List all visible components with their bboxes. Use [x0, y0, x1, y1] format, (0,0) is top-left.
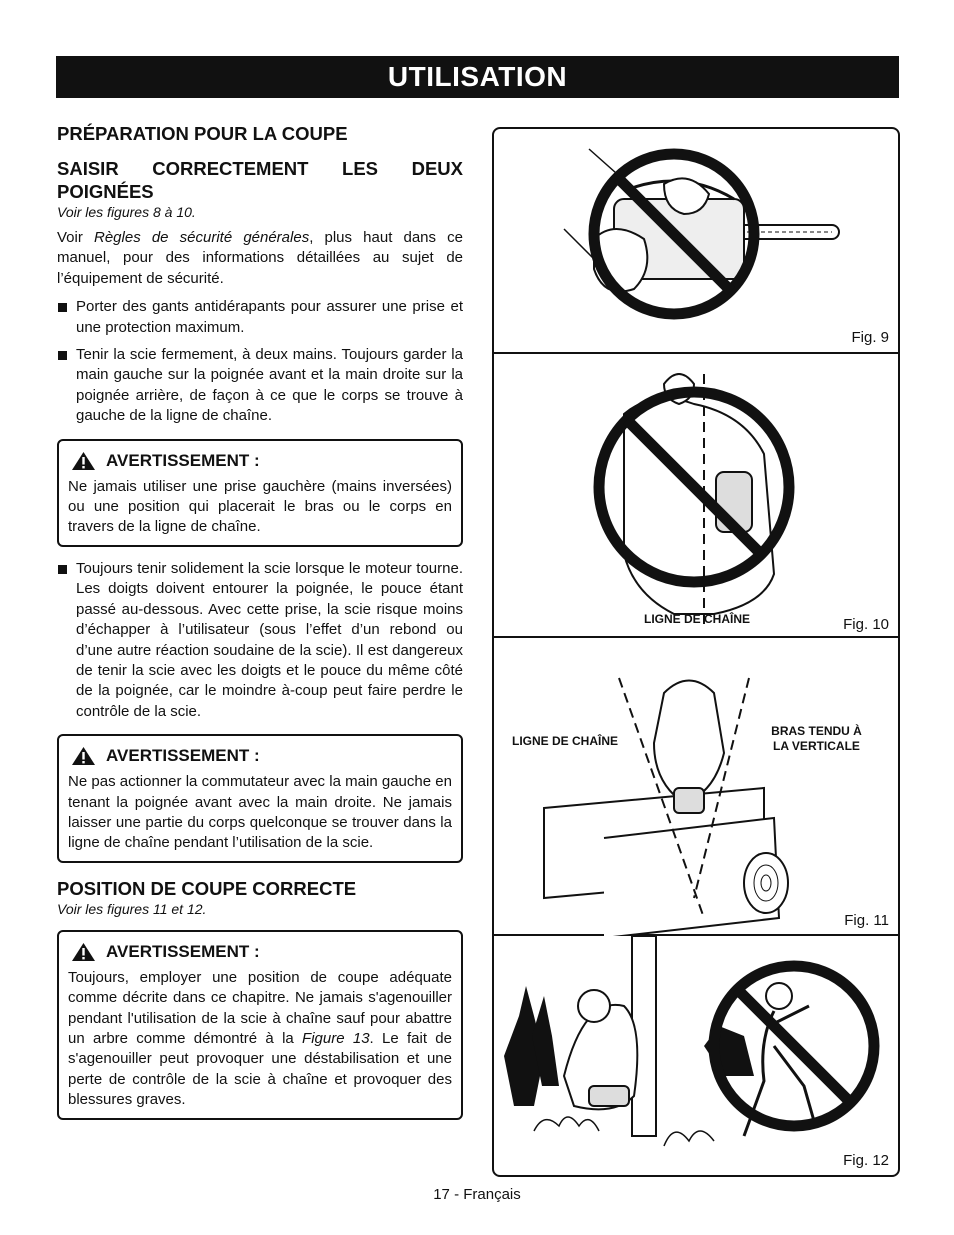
body-behind-chain-line-illustration	[494, 354, 898, 638]
chain-line-label: LIGNE DE CHAÎNE	[512, 734, 619, 748]
page-footer: 17 - Français	[433, 1186, 521, 1203]
figure-11-panel	[494, 638, 898, 936]
warning-title: AVERTISSEMENT :	[106, 450, 260, 470]
warning-triangle-icon	[71, 942, 96, 962]
bullet-item: Porter des gants antidérapants pour assurer une prise et une protection maximum.	[57, 297, 463, 338]
chain-line-label: LIGNE DE CHAÎNE	[644, 612, 751, 626]
figure-9-panel	[494, 129, 898, 354]
figure-10-panel	[494, 354, 898, 638]
two-hand-grip-prohibited-illustration	[494, 129, 898, 354]
figure-caption: Fig. 12	[843, 1152, 889, 1169]
bullet-list	[57, 297, 463, 426]
figure-12-panel	[494, 936, 898, 1177]
figure-caption: Fig. 10	[843, 616, 889, 633]
figure-reference: Voir les figures 11 et 12.	[57, 900, 207, 917]
warning-text: Ne pas actionner la commutateur avec la main gauche en tenant la poignée avant avec la main droite. Ne jamais laisser une partie du corps quelconque se trouver dans la ligne de chaîne pendant l’utilisation de la scie.	[68, 773, 452, 852]
figures-panel	[492, 127, 900, 1177]
subheading-grip: SAISIR CORRECTEMENT LES DEUX POIGNÉES	[57, 158, 463, 202]
kneeling-and-running-illustration	[494, 936, 898, 1177]
warning-title: AVERTISSEMENT :	[106, 746, 260, 766]
intro-paragraph: Voir Règles de sécurité générales, plus haut dans ce manuel, pour des informations détaillées au sujet de l’équipement de sécurité.	[57, 229, 464, 287]
left-column	[57, 122, 463, 1132]
arm-extended-label: BRAS TENDU À LA VERTICALE	[771, 724, 862, 753]
page-banner: UTILISATION	[56, 56, 899, 98]
safety-rules-reference: Règles de sécurité générales	[94, 229, 310, 246]
warning-box	[57, 930, 463, 1120]
warning-text: Toujours, employer une position de coupe adéquate comme décrite dans ce chapitre. Ne jamais s'agenouiller pendant l'utilisation de la scie à chaîne sauf pour abattre un arbre comme démontré à la Figure 13. Le fait de s'agenouiller peut provoquer une déstabilisation et une perte de contrôle de la scie à chaîne et provoquer des blessures graves.	[68, 968, 452, 1109]
bullet-item: Tenir la scie fermement, à deux mains. Toujours garder la main gauche sur la poignée avant et la main droite sur la poignée arrière, de façon à ce que le corps se trouve à gauche de la ligne de chaîne.	[57, 345, 463, 427]
figure-reference: Voir les figures 8 à 10.	[57, 204, 196, 220]
figure-caption: Fig. 11	[844, 912, 889, 929]
correct-cutting-position-illustration	[494, 638, 898, 936]
bullet-item: Toujours tenir solidement la scie lorsque le moteur tourne. Les doigts doivent entourer la poignée, le pouce étant passé au-dessous. Avec cette prise, la scie risque moins d’échapper à l’utilisateur (sous l’effet d’un rebond ou d’une autre réaction soudaine de la scie). Il est dangereux de tenir la scie avec les doigts et le pouce du même côté de la poignée, car le moindre à-coup peut faire perdre le contrôle de la scie.	[57, 559, 463, 722]
warning-text: Ne jamais utiliser une prise gauchère (mains inversées) ou une position qui placerait le bras ou le corps en travers de la ligne de chaîne.	[68, 477, 452, 536]
warning-triangle-icon	[71, 451, 96, 471]
warning-box	[57, 734, 463, 863]
warning-box	[57, 439, 463, 547]
warning-triangle-icon	[71, 746, 96, 766]
section-heading-preparation: PRÉPARATION POUR LA COUPE	[57, 123, 348, 144]
figure-caption: Fig. 9	[851, 329, 889, 346]
warning-title: AVERTISSEMENT :	[106, 941, 260, 961]
section-heading-cutting-position: POSITION DE COUPE CORRECTE	[57, 877, 357, 899]
